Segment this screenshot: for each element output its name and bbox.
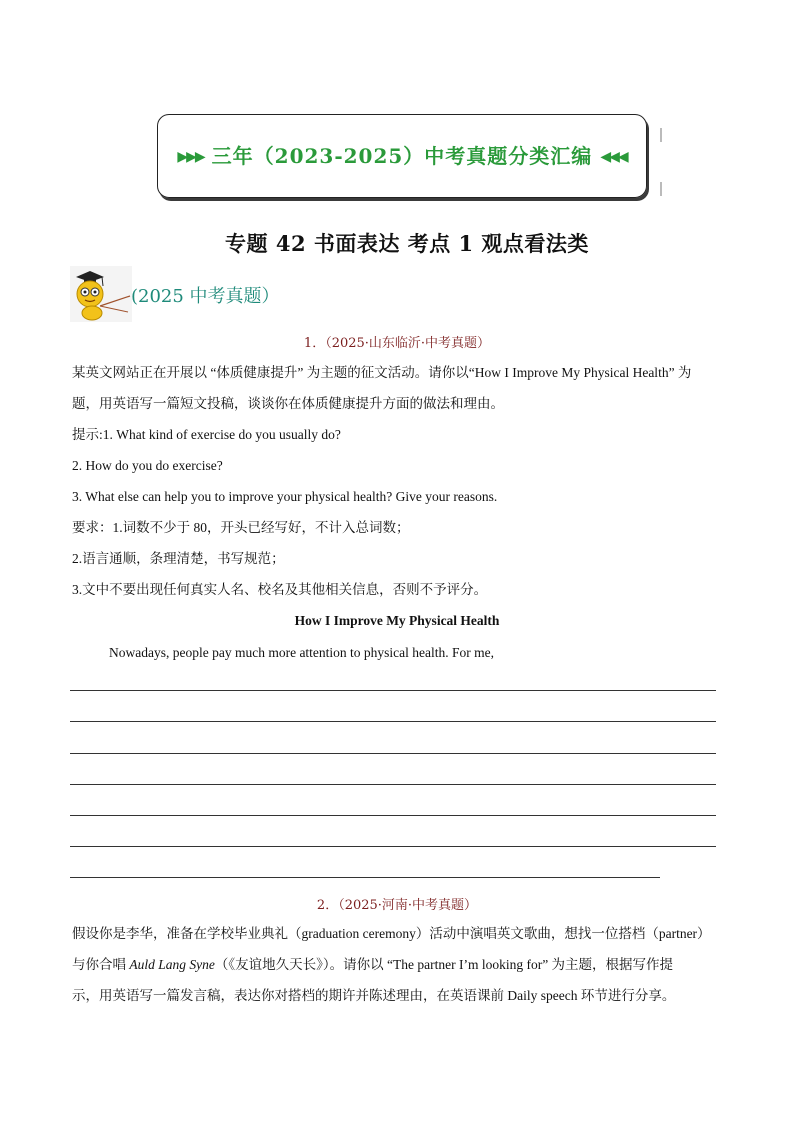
- section-label: (2025 中考真题）: [131, 286, 280, 307]
- answer-line: [70, 815, 716, 816]
- question-2-body: [72, 918, 726, 1011]
- answer-line: [70, 721, 716, 722]
- prompt-line: 某英文网站正在开展以 “体质健康提升” 为主题的征文活动。请你以“How I Improve My Physical Health” 为: [72, 365, 692, 380]
- answer-line: [70, 846, 716, 847]
- prompt-line: 与你合唱 Auld Lang Syne（《友谊地久天长》）。请你以 “The partner I’m looking for” 为主题，根据写作提: [72, 957, 674, 972]
- answer-line: [70, 877, 660, 878]
- song-title: Auld Lang Syne: [129, 957, 215, 972]
- banner-edge-mark: [660, 128, 662, 142]
- prompt-line: 题，用英语写一篇短文投稿，谈谈你在体质健康提升方面的做法和理由。: [72, 396, 504, 411]
- arrows-right-icon: ▶▶▶: [177, 149, 204, 165]
- banner-edge-mark: [660, 182, 662, 196]
- question-1-heading: 1．（2025·山东临沂·中考真题）: [303, 336, 491, 351]
- graduate-mascot-icon: [70, 266, 132, 322]
- arrows-left-icon: ◀◀◀: [600, 149, 627, 165]
- answer-line: [70, 784, 716, 785]
- answer-line: [70, 690, 716, 691]
- essay-opening: Nowadays, people pay much more attention to physical health. For me,: [109, 645, 495, 660]
- question-2-heading: 2．（2025·河南·中考真题）: [316, 898, 478, 913]
- prompt-line: 示，用英语写一篇发言稿，表达你对搭档的期许并陈述理由，在英语课前 Daily speech 环节进行分享。: [72, 988, 676, 1003]
- essay-title: How I Improve My Physical Health: [294, 613, 500, 628]
- requirement-line: 3.文中不要出现任何真实人名、校名及其他相关信息，否则不予评分。: [72, 582, 488, 597]
- hint-line: 提示:1. What kind of exercise do you usually do?: [72, 427, 341, 442]
- prompt-line: 假设你是李华，准备在学校毕业典礼（graduation ceremony）活动中演唱英文歌曲，想找一位搭档（partner）: [72, 926, 711, 941]
- requirement-line: 要求：1.词数不少于 80，开头已经写好，不计入总词数；: [72, 520, 410, 535]
- answer-line: [70, 753, 716, 754]
- hint-line: 2. How do you do exercise?: [72, 458, 223, 473]
- hint-line: 3. What else can help you to improve your physical health? Give your reasons.: [72, 489, 498, 504]
- banner-title: ▶▶▶ 三年（2023-2025）中考真题分类汇编 ◀◀◀: [177, 144, 627, 168]
- question-1-body: [72, 357, 726, 605]
- page-title: 专题 42 书面表达 考点 1 观点看法类: [225, 231, 589, 256]
- requirement-line: 2.语言通顺，条理清楚，书写规范；: [72, 551, 285, 566]
